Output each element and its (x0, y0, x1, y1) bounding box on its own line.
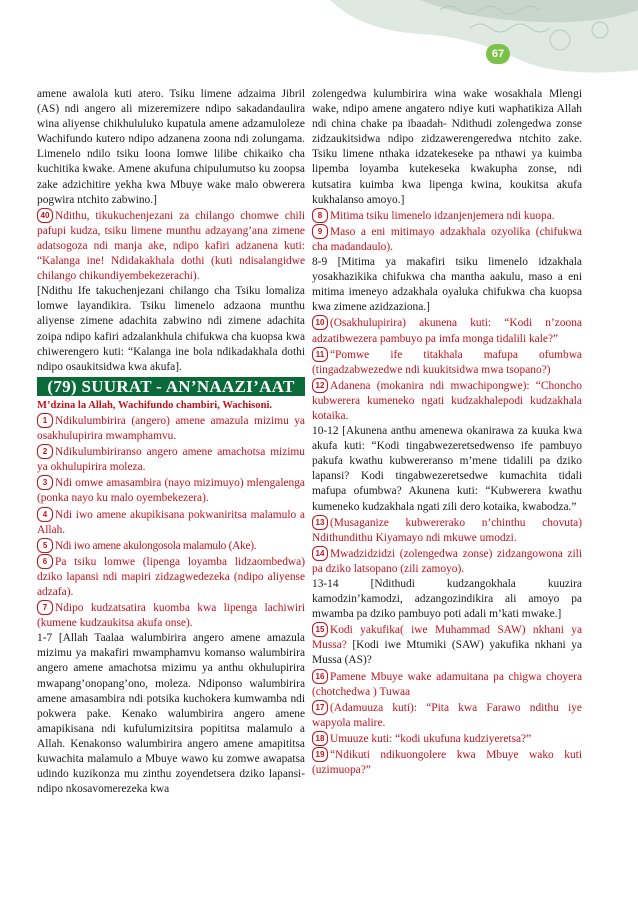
verse-text: (Adamuuza kuti): “Pita kwa Farawo ndithu iye wapyola malire. (312, 701, 582, 729)
verse-text: Maso a eni mitimayo adzakhala ozyolika (chifukwa cha madandaulo). (312, 225, 582, 253)
verse-19 (312, 747, 582, 778)
right-column (312, 87, 582, 778)
paragraph: [Ndithu Ife takuchenjezani chilango cha Tsiku lomaliza lomwe layandikira. Tsiku limenelo adzaona munthu aliyense zimene adachita zabwino ndi zimene adachita zoipa ndipo kafiri adzalankhula chifukwa cha kuopsa kwa chiwerengero kuti: “Kalanga ine bola ndikadakhala dothi ndipo osaukitsidwa kwa akufa]. (37, 285, 305, 373)
verse-1 (37, 413, 305, 444)
verse-10 (312, 315, 582, 346)
verse-text: Ndi omwe amasambira (nayo mizimuyo) mlengalenga (ponka nayo ku malo oyembekezera). (37, 477, 305, 505)
verse-3 (37, 475, 305, 506)
left-column (37, 87, 305, 797)
verse-number-badge: 2 (37, 444, 53, 459)
verse-number-badge: 9 (312, 224, 328, 239)
verse-11 (312, 347, 582, 378)
basmala: M’dzina la Allah, Wachifundo chambiri, Wachisoni. (37, 399, 273, 411)
verse-18 (312, 731, 582, 747)
verse-number-badge: 19 (312, 747, 328, 762)
verse-text: Ndi iwo amene akulongosola malamulo (Ake). (55, 539, 257, 552)
verse-text: Kodi yakufika( iwe Muhammad SAW) nkhani ya Mussa? (312, 624, 582, 652)
verse-number-badge: 7 (37, 600, 53, 615)
verse-number-badge: 1 (37, 413, 53, 428)
verse-text: Adanena (mokanira ndi mwachipongwe): “Choncho kubwerera kumeneko ngati kudzakhalepodi kudzakhala kotaika. (312, 379, 582, 422)
verse-text: Ndithu, tikukuchenjezani za chilango chomwe chili pafupi kudza, tsiku limene munthu adzayang’ana zimene adatsogoza ndi manja ake, ndipo kafiri adzanena kuti: “Kalanga ine! Ndidakakhala dothi (kuti ndisalangidwe chilango chikundiyembekezerachi). (37, 209, 305, 283)
commentary-text: [Kodi iwe Mtumiki (SAW) yakufika nkhani ya Mussa (AS)? (312, 639, 582, 667)
verse-number-badge: 18 (312, 731, 328, 746)
verse-text: “Pomwe ife titakhala mafupa ofumbwa (tingadzabwezedwe ndi kuukitsidwa mwa tsopano?) (312, 348, 582, 376)
verse-text: Ndi iwo amene akupikisana pokwaniritsa malamulo a Allah. (37, 508, 305, 536)
verse-text: Pamene Mbuye wake adamuitana pa chigwa choyera (chotchedwa ) Tuwaa (312, 670, 582, 698)
paragraph: 1-7 [Allah Taalaa walumbirira angero amene amazula mizimu ya makafiri mwamphamvu komanso walumbirira angero amene amachotsa mizimu ya anthu okhulupirira mwapang’onopang’ono, moleza. Ndiponso walumbirira amene amasambira ndi potsika kuchokera kumwamba ndi pokwera pake. Kenako walumbirira angero amene amapikisana ndi kufulumizitsira popititsa malamulo a Allah. Kenakonso walumbirira angero amene amapititsa kuwachita malamulo a Mbuye wawo ku zomwe awapatsa udindo kuzikonza mu zinthu zoyendetsera dziko lapansi- ndipo nkosavomerezeka kwa (37, 632, 305, 796)
paragraph: amene awalola kuti atero. Tsiku limene adzaima Jibril (AS) ndi angero ali mizeremizere ndipo sakadandaulira wina aliyense chikhululuko kupatula amene adzamuloleze Wachifundo kutero ndipo adzanena zoona ndi zolungama. Limenelo ndilo tsiku loona lomwe lilibe chikaiko cha kuchitika kwake. Amene akufuna chipulumutso ku zoopsa zake adzichitire yekha kwa Mbuye wake malo obwerera pogwira ntchito zabwino.] (37, 88, 305, 206)
verse-text: Ndikulumbirira (angero) amene amazula mizimu ya osakhulupirira mwamphamvu. (37, 414, 305, 443)
verse-number-badge: 13 (312, 515, 328, 530)
verse-13 (312, 515, 582, 546)
verse-4 (37, 507, 305, 538)
surah-heading: (79) SUURAT - AN’NAAZI’AAT (37, 377, 305, 396)
verse-16 (312, 669, 582, 700)
paragraph: 13-14 [Ndithudi kudzangokhala kuuzira kamodzin’kamodzi, adzangozindikira ali amoyo pa mwamba pa dziko pambuyo poti adali m’kati mwake.] (312, 578, 582, 621)
verse-text: (Osakhulupirira) akunena kuti: “Kodi n’zoona adzatibwezera pambuyo pa imfa monga tidalili kale?” (312, 317, 582, 345)
verse-number-badge: 16 (312, 669, 328, 684)
verse-40 (37, 208, 305, 284)
verse-number-badge: 15 (312, 622, 328, 637)
verse-text: “Ndikuti ndikuongolere kwa Mbuye wako kuti (uzimuopa?” (312, 749, 582, 777)
verse-text: Mitima tsiku limenelo idzanjenjemera ndi kuopa. (330, 209, 555, 222)
verse-7 (37, 600, 305, 631)
verse-number-badge: 17 (312, 700, 328, 715)
header-ornament (0, 0, 638, 80)
verse-text: Umuuze kuti: “kodi ukufuna kudziyeretsa?” (330, 732, 532, 745)
verse-8 (312, 208, 582, 224)
verse-number-badge: 3 (37, 475, 53, 490)
verse-number-badge: 5 (37, 538, 53, 553)
paragraph: zolengedwa kulumbirira wina wake wosakhala Mlengi wake, ndipo amene angatero ndiye kuti waphatikiza Allah ndi china chake pa ibaadah- Ndithudi zolengedwa zonse zidzaukitsidwa ndipo zidzawerengeredwa ntchito zake. Tsiku limene nthaka idzatekeseke pa nthawi ya kuimba lipemba loyamba kutekeseka kwakupha zonse, ndi kutsatira kuimba kwa lipenga kwina, koukitsa akufa kukhalanso amoyo.] (312, 88, 582, 206)
verse-text: Ndikulumbiriranso angero amene amachotsa mizimu ya okhulupirira moleza. (37, 446, 305, 474)
verse-text: (Musaganize kubwererako n’chinthu chovuta) Ndithundithu Kiyamayo ndi mkuwe umodzi. (312, 516, 582, 544)
paragraph: 8-9 [Mitima ya makafiri tsiku limenelo idzakhala yosakhazikika chifukwa cha mantha aakulu, maso a eni mitima imeneyo adzakhala oyaluka chifukwa cha kuopsa kwa zimene azidzaziona.] (312, 256, 582, 314)
page-number: 67 (486, 44, 510, 64)
paragraph: 10-12 [Akunena anthu amenewa okanirawa za kuuka kwa akufa kuti: “Kodi tingabwezeretsedwenso ife pambuyo pakufa kwathu kubwereranso m’mene tidalili pa dziko lapansi? Kodi tingabwezeretsedwe kumachita tidali mafupa ofumbwa? Akunena kuti: “Kubwerera kwathu kumeneko kudzakhala ngati zili dero kotaika, kwabodza.” (312, 425, 582, 513)
verse-text: Ndipo kudzatsatira kuomba kwa lipenga lachiwiri (kumene kudzaukitsa akufa onse). (37, 602, 305, 630)
verse-number-badge: 14 (312, 546, 328, 561)
verse-17 (312, 700, 582, 731)
verse-number-badge: 12 (312, 378, 328, 393)
verse-15 (312, 622, 582, 668)
verse-14 (312, 546, 582, 577)
verse-5 (37, 538, 305, 554)
verse-2 (37, 444, 305, 475)
verse-number-badge: 40 (37, 208, 53, 223)
verse-number-badge: 6 (37, 554, 53, 569)
verse-text: Pa tsiku lomwe (lipenga loyamba lidzaombedwa) dziko lapansi ndi mapiri zidzagwedezeka (ndipo aliyense adzafa). (37, 555, 305, 598)
verse-number-badge: 10 (312, 315, 328, 330)
verse-9 (312, 224, 582, 255)
verse-number-badge: 11 (312, 347, 328, 362)
verse-number-badge: 8 (312, 208, 328, 223)
verse-number-badge: 4 (37, 507, 53, 522)
verse-12 (312, 378, 582, 424)
verse-6 (37, 554, 305, 600)
verse-text: Mwadzidzidzi (zolengedwa zonse) zidzangowona zili pa dziko latsopano (zili zamoyo). (312, 547, 582, 575)
